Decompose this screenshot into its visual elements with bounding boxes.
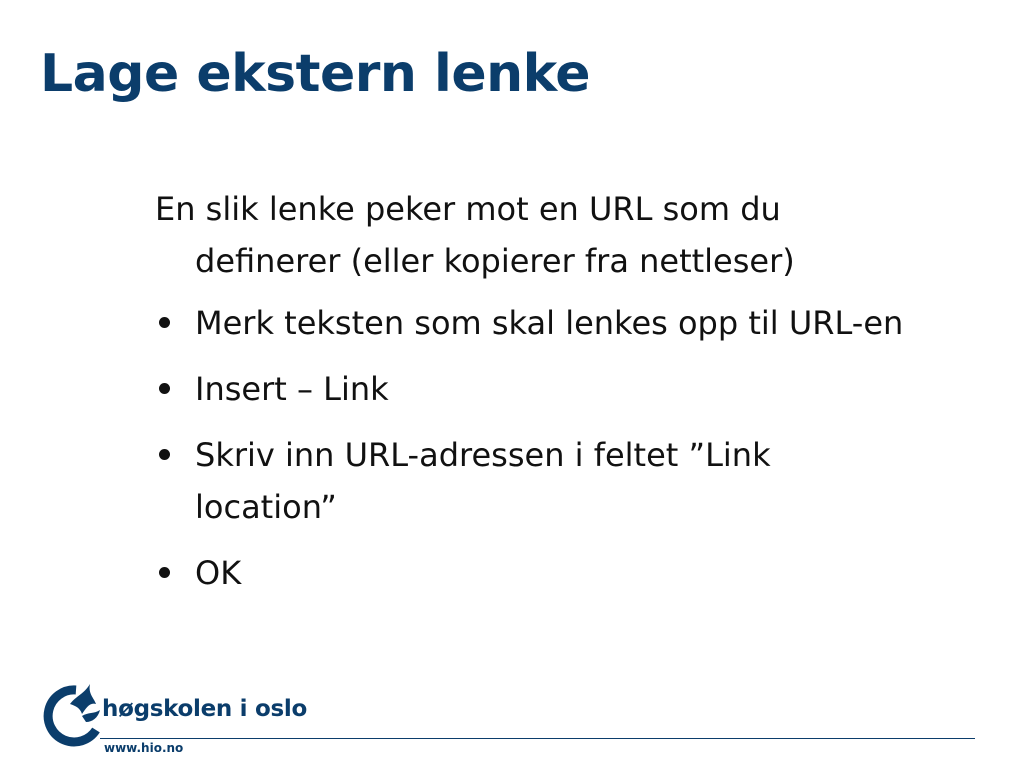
- bullet-item: [155, 547, 915, 599]
- slide-body: [155, 183, 915, 613]
- bullet-dot-icon: [159, 567, 170, 578]
- slide-title: Lage ekstern lenke: [40, 44, 591, 104]
- logo-url: www.hio.no: [104, 741, 184, 755]
- bullet-item: [155, 429, 915, 533]
- bullet-dot-icon: [159, 383, 170, 394]
- bullet-text: Merk teksten som skal lenkes opp til URL-en: [195, 304, 904, 342]
- bullet-text: Skriv inn URL-adressen i feltet ”Link location”: [195, 436, 771, 526]
- bullet-text: Insert – Link: [195, 370, 389, 408]
- intro-paragraph: En slik lenke peker mot en URL som du definerer (eller kopierer fra nettleser): [155, 190, 795, 280]
- bullet-item: [155, 363, 915, 415]
- bullet-dot-icon: [159, 449, 170, 460]
- footer-divider: [100, 738, 975, 739]
- bullet-item: [155, 297, 915, 349]
- logo-name: høgskolen i oslo: [102, 696, 307, 722]
- bullet-text: OK: [195, 554, 242, 592]
- bullet-list: [155, 297, 915, 599]
- bullet-dot-icon: [159, 317, 170, 328]
